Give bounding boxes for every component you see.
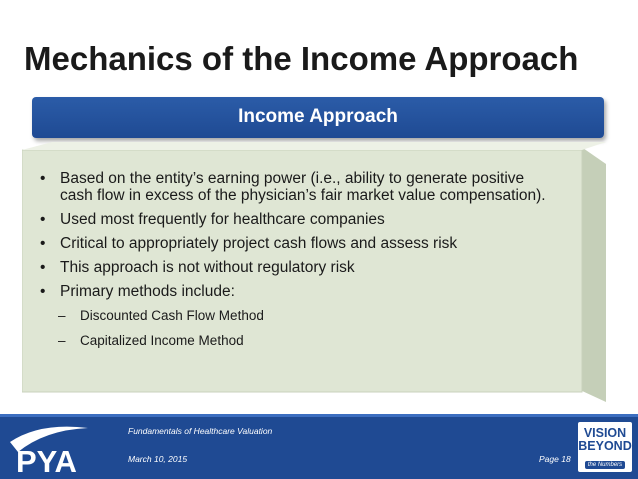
bullet-list — [38, 170, 558, 357]
sub-bullet-text: Discounted Cash Flow Method — [80, 308, 264, 323]
bullet-item: • Critical to appropriately project cash flows and assess risk — [40, 235, 458, 252]
footer-date: March 10, 2015 — [128, 454, 188, 464]
banner-label: Income Approach — [238, 106, 398, 127]
bullet-text: Used most frequently for healthcare companies — [60, 211, 385, 228]
logo-text: PYA — [16, 444, 77, 479]
bullet-item: • This approach is not without regulatory risk — [40, 259, 355, 276]
sub-bullet-text: Capitalized Income Method — [80, 333, 244, 348]
page-number: Page 18 — [539, 454, 571, 464]
sub-bullet-item: – Capitalized Income Method — [58, 333, 244, 348]
vision-beyond-badge — [578, 422, 632, 472]
footer-bar — [0, 414, 638, 479]
bullet-text: This approach is not without regulatory risk — [60, 259, 355, 276]
bullet-text: Primary methods include: — [60, 283, 235, 300]
sub-bullet-item: – Discounted Cash Flow Method — [58, 308, 264, 323]
bullet-text: Based on the entity’s earning power (i.e., ability to generate positive cash flow in excess of the physician’s fair market value compensation). — [60, 170, 546, 204]
bullet-item: • Used most frequently for healthcare companies — [40, 211, 385, 228]
slide-title: Mechanics of the Income Approach — [24, 40, 579, 77]
bullet-text: Critical to appropriately project cash flows and assess risk — [60, 235, 458, 252]
badge-line-2: BEYOND — [578, 439, 632, 453]
bullet-item: • Primary methods include: — [40, 283, 235, 300]
badge-line-3: the Numbers — [585, 461, 625, 469]
pya-logo — [0, 414, 115, 479]
bullet-item: • Based on the entity’s earning power (i.e., ability to generate positive cash flow in excess of the physician’s fair market value compensation). — [40, 170, 546, 204]
badge-line-1: VISION — [583, 426, 627, 440]
footer-subtitle: Fundamentals of Healthcare Valuation — [128, 426, 273, 436]
income-approach-banner — [32, 97, 604, 138]
